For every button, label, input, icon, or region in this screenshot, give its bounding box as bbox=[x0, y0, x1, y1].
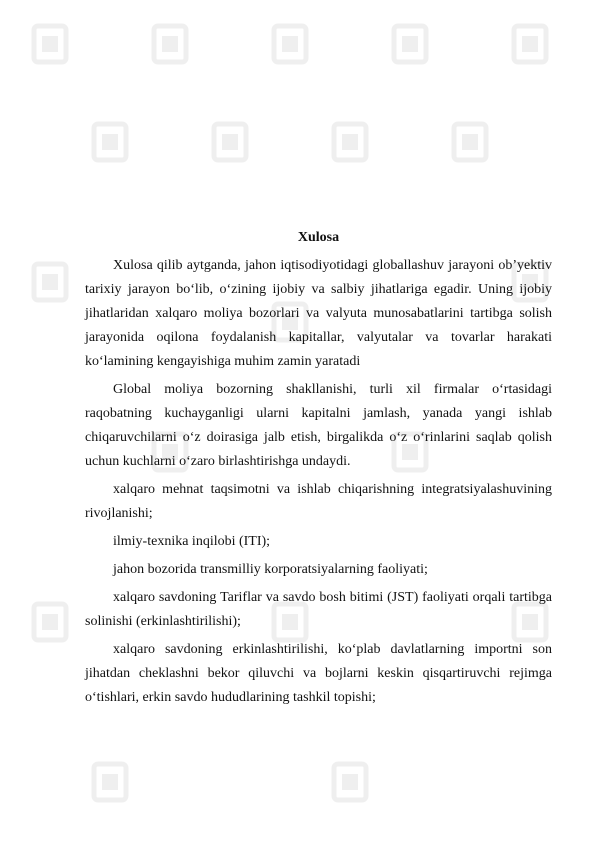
document-logo-icon bbox=[328, 120, 372, 164]
list-item-labor-division: xalqaro mehnat taqsimotni va ishlab chiqarishning integratsiyalashuvining rivojlanishi; bbox=[85, 482, 552, 521]
document-logo-icon bbox=[508, 22, 552, 66]
paragraph-global-market: Global moliya bozorning shakllanishi, turli xil firmalar o‘rtasidagi raqobatning kuchayganligi ularni kapitalni jamlash, yanada yangi ishlab chiqaruvchilarni o‘z doirasiga jalb etish, birgalikda o‘z o‘rinlarini saqlab qolish uchun kuchlarni o‘zaro birlashtirishga undaydi. bbox=[85, 382, 552, 469]
document-logo-icon bbox=[88, 120, 132, 164]
document-page bbox=[85, 226, 552, 714]
document-logo-icon bbox=[448, 120, 492, 164]
document-logo-icon bbox=[268, 22, 312, 66]
document-title: Xulosa bbox=[297, 230, 340, 245]
document-logo-icon bbox=[28, 260, 72, 304]
document-logo-icon bbox=[328, 760, 372, 804]
list-item-tnc: jahon bozorida transmilliy korporatsiyalarning faoliyati; bbox=[113, 562, 428, 577]
list-item-trade-liberalization: xalqaro savdoning erkinlashtirilishi, ko‘plab davlatlarning importni son jihatdan cheklashni bekor qiluvchi va bojlarni keskin qisqartiruvchi rejimga o‘tishlari, erkin savdo hududlarining tashkil topishi; bbox=[85, 642, 552, 705]
document-logo-icon bbox=[388, 22, 432, 66]
document-logo-icon bbox=[88, 760, 132, 804]
document-logo-icon bbox=[28, 600, 72, 644]
paragraph-conclusion: Xulosa qilib aytganda, jahon iqtisodiyotidagi globallashuv jarayoni ob’yektiv tarixiy jarayon bo‘lib, o‘zining ijobiy va salbiy jihatlariga egadir. Uning ijobiy jihatlaridan xalqaro moliya bozorlari va valyuta munosabatlarini tartibga solish jarayonida oqilona foydalanish kapitallar, valyutalar va tovarlar harakati ko‘lamining kengayishiga muhim zamin yaratadi bbox=[85, 258, 552, 369]
list-item-iti: ilmiy-texnika inqilobi (ITI); bbox=[113, 534, 271, 549]
document-logo-icon bbox=[148, 22, 192, 66]
list-item-jst: xalqaro savdoning Tariflar va savdo bosh bitimi (JST) faoliyati orqali tartibga solinishi (erkinlashtirilishi); bbox=[85, 590, 552, 629]
document-logo-icon bbox=[28, 22, 72, 66]
document-logo-icon bbox=[208, 120, 252, 164]
